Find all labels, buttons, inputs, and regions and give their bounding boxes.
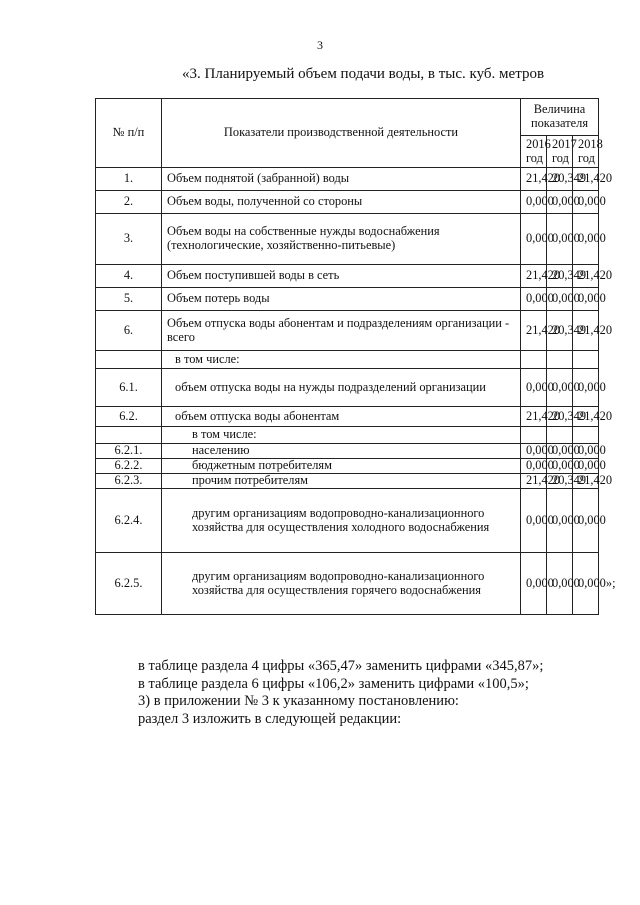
row-value: 0,000 bbox=[547, 489, 573, 553]
amendment-text bbox=[138, 658, 543, 728]
text-line: 3) в приложении № 3 к указанному постановлению: bbox=[138, 693, 459, 710]
row-label: Объем поднятой (забранной) воды bbox=[162, 168, 521, 191]
table-row bbox=[96, 489, 599, 553]
page-number: 3 bbox=[317, 38, 323, 52]
row-value: 20,349 bbox=[547, 168, 573, 191]
row-label: объем отпуска воды на нужды подразделений организации bbox=[162, 369, 521, 407]
table-row bbox=[96, 407, 599, 427]
table-row bbox=[96, 351, 599, 369]
row-value: 0,000 bbox=[547, 444, 573, 459]
row-number: 6. bbox=[96, 311, 162, 351]
row-number: 5. bbox=[96, 288, 162, 311]
row-value bbox=[573, 427, 599, 444]
row-value: 21,420 bbox=[573, 407, 599, 427]
row-value: 0,000 bbox=[573, 191, 599, 214]
row-label: Объем потерь воды bbox=[162, 288, 521, 311]
row-label: Объем отпуска воды абонентам и подразделениям организации - всего bbox=[162, 311, 521, 351]
row-number: 2. bbox=[96, 191, 162, 214]
row-label: бюджетным потребителям bbox=[162, 459, 521, 474]
row-number: 6.2.4. bbox=[96, 489, 162, 553]
row-value: 0,000 bbox=[547, 214, 573, 265]
table-row bbox=[96, 311, 599, 351]
row-value: 0,000 bbox=[521, 444, 547, 459]
row-value: 0,000 bbox=[573, 489, 599, 553]
row-label: в том числе: bbox=[162, 351, 521, 369]
row-value: 21,420 bbox=[521, 407, 547, 427]
row-value bbox=[547, 351, 573, 369]
row-number: 6.2.3. bbox=[96, 474, 162, 489]
row-value: 0,000 bbox=[521, 489, 547, 553]
section-title: «3. Планируемый объем подачи воды, в тыс. куб. метров bbox=[182, 66, 545, 82]
header-year: 2016 год bbox=[521, 136, 547, 168]
row-value bbox=[573, 351, 599, 369]
row-value: 0,000 bbox=[547, 369, 573, 407]
row-value: 0,000 bbox=[547, 553, 573, 615]
row-value: 0,000 bbox=[547, 191, 573, 214]
header-value-group: Величина показателя bbox=[521, 99, 599, 136]
row-value: 21,420 bbox=[521, 265, 547, 288]
row-label: в том числе: bbox=[162, 427, 521, 444]
table-row bbox=[96, 214, 599, 265]
row-value: 0,000 bbox=[573, 369, 599, 407]
header-number: № п/п bbox=[96, 99, 162, 168]
row-number: 6.1. bbox=[96, 369, 162, 407]
row-value: 0,000»; bbox=[573, 553, 599, 615]
indicators-table bbox=[95, 98, 616, 615]
header-indicators: Показатели производственной деятельности bbox=[162, 99, 521, 168]
row-label: другим организациям водопроводно-канализационного хозяйства для осуществления холодного водоснабжения bbox=[162, 489, 521, 553]
row-value: 21,420 bbox=[573, 311, 599, 351]
water-supply-table bbox=[95, 98, 616, 615]
row-label: другим организациям водопроводно-канализационного хозяйства для осуществления горячего водоснабжения bbox=[162, 553, 521, 615]
table-row bbox=[96, 474, 599, 489]
row-number bbox=[96, 351, 162, 369]
row-value bbox=[521, 427, 547, 444]
table-row bbox=[96, 265, 599, 288]
table-row bbox=[96, 168, 599, 191]
row-label: Объем воды, полученной со стороны bbox=[162, 191, 521, 214]
table-row bbox=[96, 459, 599, 474]
row-value: 0,000 bbox=[521, 214, 547, 265]
row-number: 6.2.2. bbox=[96, 459, 162, 474]
row-number: 4. bbox=[96, 265, 162, 288]
row-number bbox=[96, 427, 162, 444]
row-value: 0,000 bbox=[521, 191, 547, 214]
row-value: 21,420 bbox=[521, 168, 547, 191]
row-label: Объем воды на собственные нужды водоснабжения (технологические, хозяйственно-питьевые) bbox=[162, 214, 521, 265]
row-value: 20,349 bbox=[547, 407, 573, 427]
row-value bbox=[547, 427, 573, 444]
row-number: 3. bbox=[96, 214, 162, 265]
row-value: 21,420 bbox=[573, 265, 599, 288]
table-row bbox=[96, 427, 599, 444]
table-header-row bbox=[96, 99, 599, 136]
row-value: 0,000 bbox=[521, 288, 547, 311]
row-value bbox=[521, 351, 547, 369]
row-value: 21,420 bbox=[521, 311, 547, 351]
row-value: 0,000 bbox=[573, 288, 599, 311]
row-value: 20,349 bbox=[547, 474, 573, 489]
table-row bbox=[96, 191, 599, 214]
row-value: 21,420 bbox=[573, 474, 599, 489]
row-label: прочим потребителям bbox=[162, 474, 521, 489]
text-line: раздел 3 изложить в следующей редакции: bbox=[138, 710, 402, 727]
row-value: 21,420 bbox=[521, 474, 547, 489]
table-body bbox=[96, 168, 616, 615]
header-year: 2018 год bbox=[573, 136, 599, 168]
row-number: 6.2.1. bbox=[96, 444, 162, 459]
table-row bbox=[96, 553, 599, 615]
row-value: 0,000 bbox=[521, 369, 547, 407]
row-value: 0,000 bbox=[521, 553, 547, 615]
row-label: Объем поступившей воды в сеть bbox=[162, 265, 521, 288]
row-value: 0,000 bbox=[573, 214, 599, 265]
row-value: 0,000 bbox=[547, 288, 573, 311]
text-line: в таблице раздела 6 цифры «106,2» заменить цифрами «100,5»; bbox=[138, 675, 529, 692]
table-row bbox=[96, 369, 599, 407]
table-row bbox=[96, 288, 599, 311]
row-value: 0,000 bbox=[573, 459, 599, 474]
row-number: 1. bbox=[96, 168, 162, 191]
row-number: 6.2. bbox=[96, 407, 162, 427]
text-line: в таблице раздела 4 цифры «365,47» заменить цифрами «345,87»; bbox=[138, 658, 544, 674]
row-value: 0,000 bbox=[521, 459, 547, 474]
row-value: 20,349 bbox=[547, 311, 573, 351]
row-value: 20,349 bbox=[547, 265, 573, 288]
row-value: 21,420 bbox=[573, 168, 599, 191]
row-label: населению bbox=[162, 444, 521, 459]
table-row bbox=[96, 444, 599, 459]
row-value: 0,000 bbox=[573, 444, 599, 459]
row-value: 0,000 bbox=[547, 459, 573, 474]
header-year: 2017 год bbox=[547, 136, 573, 168]
row-label: объем отпуска воды абонентам bbox=[162, 407, 521, 427]
row-number: 6.2.5. bbox=[96, 553, 162, 615]
